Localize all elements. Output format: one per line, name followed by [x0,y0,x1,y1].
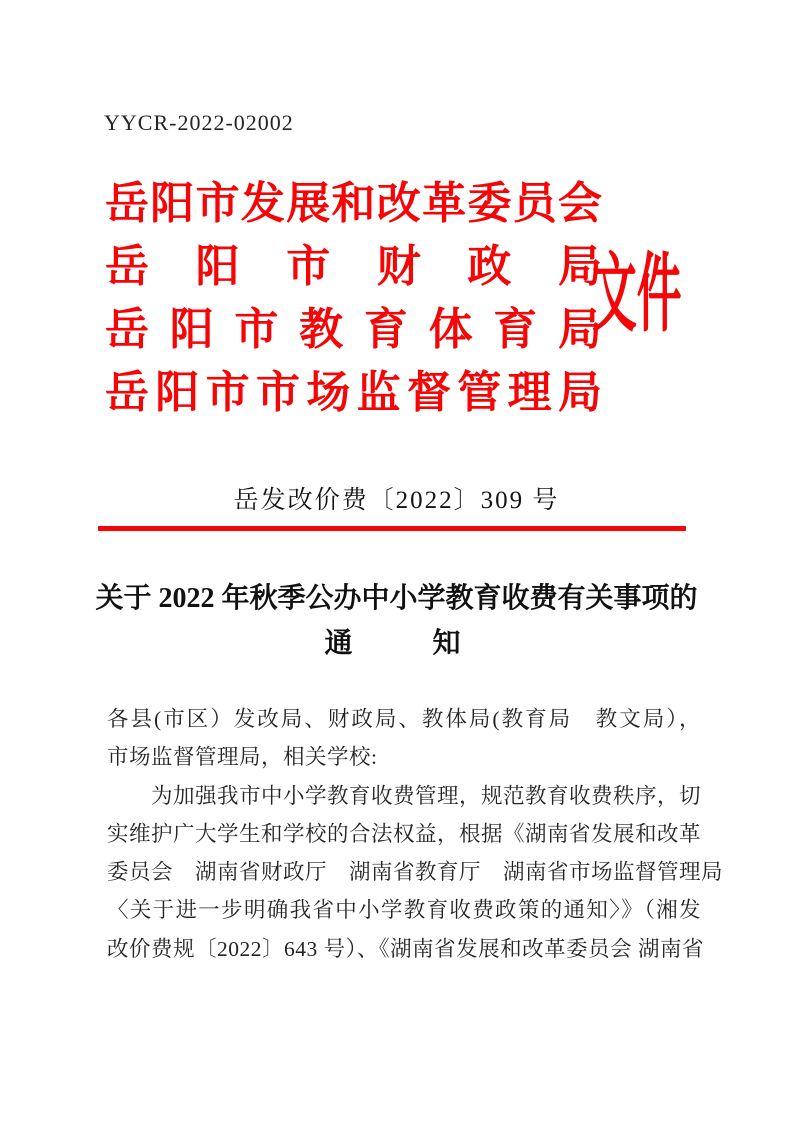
body-line-paragraph-4: 〈关于进一步明确我省中小学教育收费政策的通知〉》（湘发 [107,898,701,923]
serial-number: YYCR-2022-02002 [104,110,294,135]
document-issue-number: 岳发改价费〔2022〕309 号 [233,487,560,514]
document-title [0,576,793,666]
document-body [107,700,724,968]
agency-line-market-supervision: 岳阳市市场监督管理局 [105,368,602,417]
body-line-paragraph-3: 委员会 湖南省财政厅 湖南省教育厅 湖南省市场监督管理局 [107,860,724,885]
agency-line-development-reform: 岳阳市发展和改革委员会 [105,179,602,228]
agency-line-education-sports: 岳阳市教育体育局 [105,305,602,354]
body-line-paragraph-2: 实维护广大学生和学校的合法权益，根据《湖南省发展和改革 [107,821,702,846]
document-title-line-1: 关于 2022 年秋季公办中小学教育收费有关事项的 [95,583,698,614]
document-suffix-wenjian: 文件 [592,246,682,342]
body-line-paragraph-5: 改价费规〔2022〕643 号）、《湖南省发展和改革委员会 湖南省 [107,936,705,961]
agency-line-finance: 岳阳市财政局 [105,242,602,291]
body-line-addressees-2: 市场监督管理局，相关学校: [107,745,378,770]
document-title-line-2: 通 知 [324,628,469,659]
red-divider-line [98,526,686,531]
body-line-paragraph-1: 为加强我市中小学教育收费管理，规范教育收费秩序，切 [107,783,702,808]
body-line-addressees-1: 各县(市区）发改局、财政局、教体局(教育局 教文局）， [107,707,701,731]
agency-header [105,172,602,424]
